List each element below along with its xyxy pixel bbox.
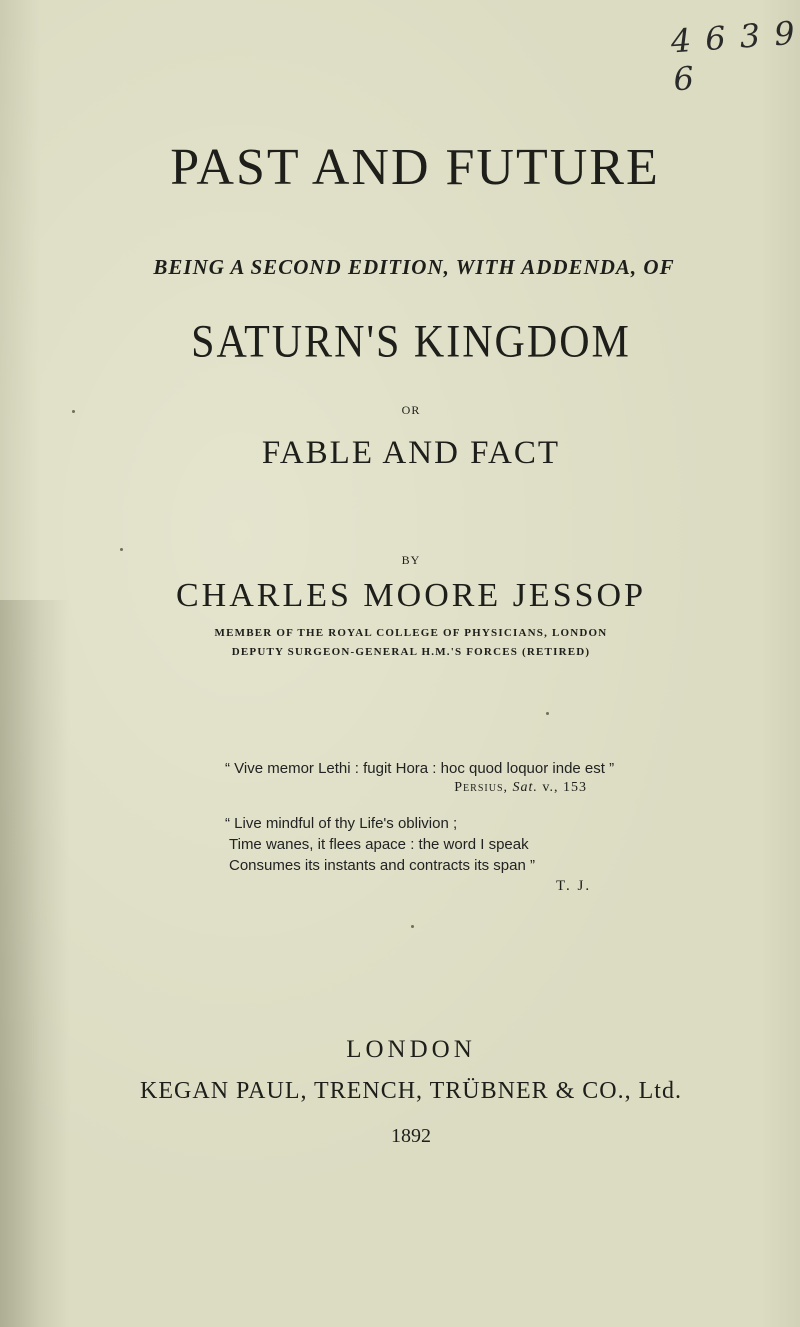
imprint-city: LONDON [346,1036,476,1063]
paper-speck [546,712,549,715]
citation-work: Sat. [512,780,538,795]
citation-author: Persius, [454,780,509,795]
author-credential: MEMBER OF THE ROYAL COLLEGE OF PHYSICIANS, LONDON [214,627,608,639]
paper-speck [120,548,123,551]
book-title: PAST AND FUTURE [170,139,660,196]
imprint-publisher: KEGAN PAUL, TRENCH, TRÜBNER & CO., Ltd. [140,1078,682,1104]
citation-ref: v., 153 [542,780,587,795]
paper-speck [411,925,414,928]
epigraph-english-line: “ Live mindful of thy Life's oblivion ; [225,815,458,832]
imprint-year: 1892 [391,1125,431,1147]
original-title: SATURN'S KINGDOM [191,316,631,368]
handwritten-shelfmark: 4 6 3 9 6 [669,13,798,99]
book-subtitle: BEING A SECOND EDITION, WITH ADDENDA, OF [153,255,675,279]
page-shadow [0,600,70,1327]
epigraph-latin-citation [454,780,587,796]
epigraph-english-signature: T. J. [556,878,592,894]
alternate-title: FABLE AND FACT [261,435,561,471]
author-name: CHARLES MOORE JESSOP [176,577,646,614]
or-connector: OR [401,403,421,417]
epigraph-english-line: Consumes its instants and contracts its span ” [229,857,535,874]
by-label: BY [401,553,421,567]
epigraph-latin: “ Vive memor Lethi : fugit Hora : hoc quod loquor inde est ” [225,760,615,777]
author-credential: DEPUTY SURGEON-GENERAL H.M.'S FORCES (RETIRED) [231,646,591,658]
epigraph-english-line: Time wanes, it flees apace : the word I speak [229,836,529,853]
paper-speck [72,410,75,413]
